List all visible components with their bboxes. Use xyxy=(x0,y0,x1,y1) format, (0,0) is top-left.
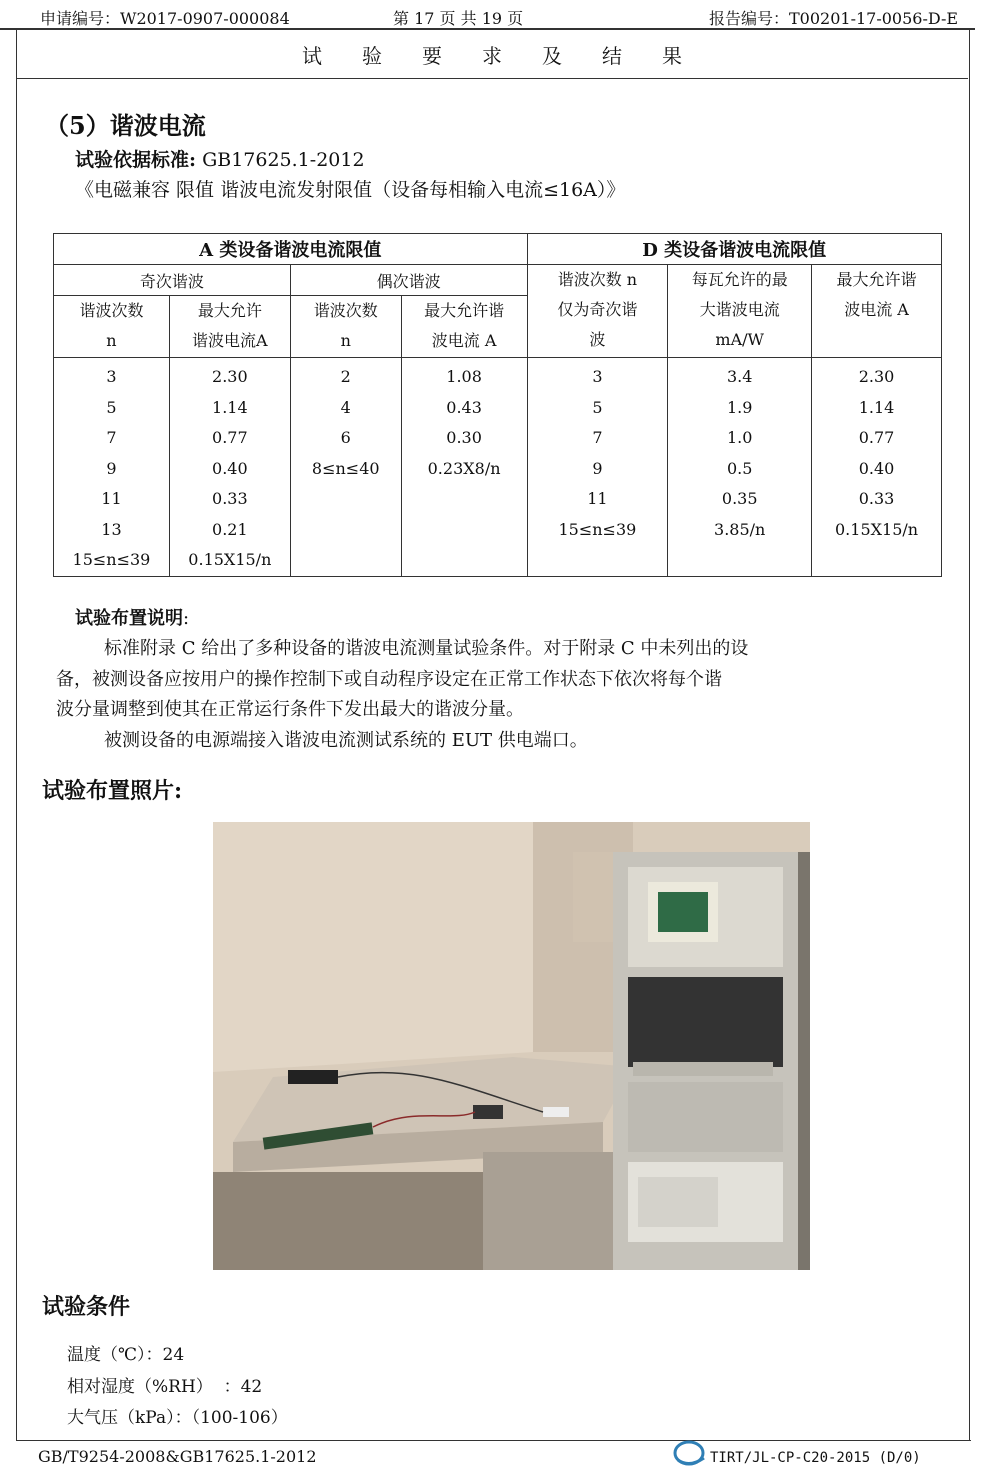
conditions-heading: 试验条件 xyxy=(42,1294,131,1320)
setup-para2: 被测设备的电源端接入谐波电流测试系统的 EUT 供电端口。 xyxy=(104,730,588,751)
standard-name: 《电磁兼容 限值 谐波电流发射限值（设备每相输入电流≤16A）》 xyxy=(75,179,626,201)
photo-illustration xyxy=(213,822,810,1270)
footer-form-code: TIRT/JL-CP-C20-2015 (D/0) xyxy=(710,1450,921,1466)
a-odd-max-header: 最大允许 谐波电流A xyxy=(169,296,290,358)
standard-line xyxy=(75,145,365,172)
class-a-title: A 类设备谐波电流限值 xyxy=(54,234,528,265)
d-order-values: 3 5 7 9 11 15≤n≤39 xyxy=(527,358,668,577)
a-odd-order-values: 3 5 7 9 11 13 15≤n≤39 xyxy=(54,358,170,577)
standard-label: 试验依据标准: xyxy=(75,149,197,171)
humidity: 相对湿度（%RH） ：42 xyxy=(67,1377,263,1397)
footer-standards: GB/T9254-2008&GB17625.1-2012 xyxy=(38,1447,317,1466)
temperature: 温度（℃）：24 xyxy=(67,1345,185,1365)
a-odd-order-header: 谐波次数 n xyxy=(54,296,170,358)
setup-colon: : xyxy=(183,608,190,629)
a-even-order-values: 2 4 6 8≤n≤40 xyxy=(290,358,401,577)
harmonic-limits-table xyxy=(53,233,942,577)
a-even-current-values: 1.08 0.43 0.30 0.23X8/n xyxy=(401,358,527,577)
a-odd-current-values: 2.30 1.14 0.77 0.40 0.33 0.21 0.15X15/n xyxy=(169,358,290,577)
page-info: 第 17 页 共 19 页 xyxy=(393,9,524,28)
footer-rule xyxy=(16,1440,971,1441)
setup-para1-line1: 标准附录 C 给出了多种设备的谐波电流测量试验条件。对于附录 C 中未列出的设 xyxy=(104,638,749,659)
test-setup-photo xyxy=(213,822,810,1270)
d-per-watt-values: 3.4 1.9 1.0 0.5 0.35 3.85/n xyxy=(668,358,812,577)
application-number: 申请编号：W2017-0907-000084 xyxy=(40,9,290,28)
photo-heading: 试验布置照片: xyxy=(42,778,183,804)
setup-label: 试验布置说明 xyxy=(75,608,183,629)
page-title: 试验要求及结果 xyxy=(302,44,722,68)
d-max-current-values: 2.30 1.14 0.77 0.40 0.33 0.15X15/n xyxy=(812,358,942,577)
setup-para1-line2: 备，被测设备应按用户的操作控制下或自动程序设定在正常工作状态下依次将每个谐 xyxy=(56,669,722,690)
odd-harmonics-header: 奇次谐波 xyxy=(54,265,291,296)
pressure: 大气压（kPa）：（100-106） xyxy=(67,1408,288,1428)
class-d-title: D 类设备谐波电流限值 xyxy=(527,234,942,265)
d-per-watt-header: 每瓦允许的最 大谐波电流 mA/W xyxy=(668,265,812,358)
setup-para1-line3: 波分量调整到使其在正常运行条件下发出最大的谐波分量。 xyxy=(56,699,524,720)
a-even-max-header: 最大允许谐 波电流 A xyxy=(401,296,527,358)
section-heading: （5）谐波电流 xyxy=(45,111,206,140)
even-harmonics-header: 偶次谐波 xyxy=(290,265,527,296)
standard-value: GB17625.1-2012 xyxy=(202,149,365,171)
d-order-header: 谐波次数 n 仅为奇次谐 波 xyxy=(527,265,668,358)
setup-heading xyxy=(75,604,189,635)
d-max-current-header: 最大允许谐 波电流 A xyxy=(812,265,942,358)
a-even-order-header: 谐波次数 n xyxy=(290,296,401,358)
company-logo-icon xyxy=(672,1438,706,1468)
report-number: 报告编号：T00201-17-0056-D-E xyxy=(709,9,959,28)
